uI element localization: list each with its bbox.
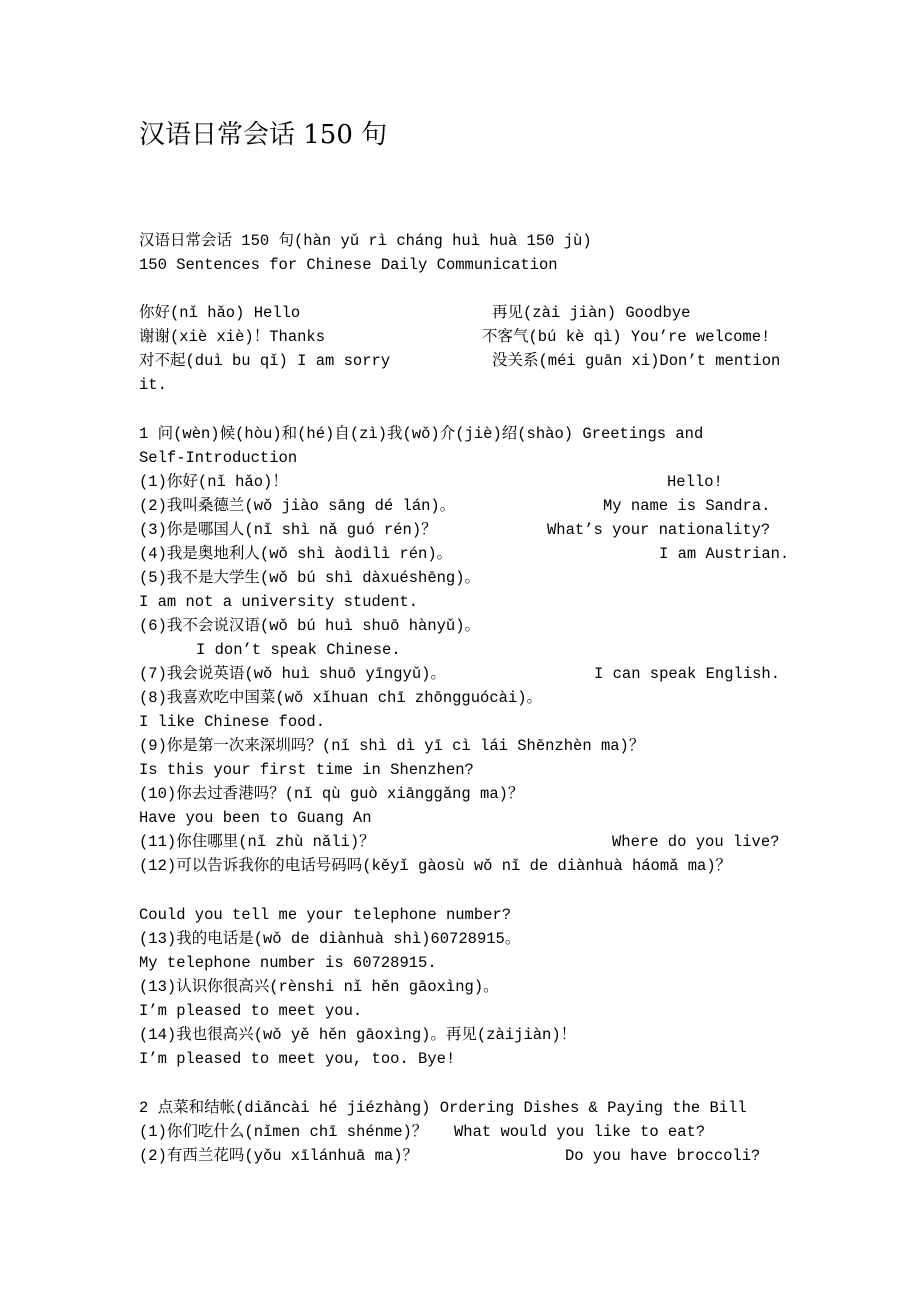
sentence-cn: (14)我也很高兴(wǒ yě hěn gāoxìng)。再见(zàijiàn)！ <box>139 1026 577 1044</box>
sentence-cn: (3)你是哪国人(nǐ shì nǎ guó rén)？ <box>139 521 437 539</box>
sentence-cn: (1)你们吃什么(nǐmen chī shénme)？ <box>139 1123 428 1141</box>
sentence-en: Could you tell me your telephone number? <box>139 906 512 924</box>
sentence-cn: (7)我会说英语(wǒ huì shuō yīngyǔ)。 <box>139 665 446 683</box>
sentence-cn: (9)你是第一次来深圳吗？(nǐ shì dì yī cì lái Shēnzhèn ma)？ <box>139 737 645 755</box>
sentence-en: I can speak English. <box>594 665 781 683</box>
sentence-en: I like Chinese food. <box>139 713 326 731</box>
section-heading: 1 问(wèn)候(hòu)和(hé)自(zì)我(wǒ)介(jiè)绍(shào) Greetings and <box>139 425 704 443</box>
sentence-en: I’m pleased to meet you. <box>139 1002 363 1020</box>
intro-line-en: 150 Sentences for Chinese Daily Communication <box>139 256 558 274</box>
sentence-cn: (12)可以告诉我你的电话号码吗(kěyǐ gàosù wǒ nǐ de diànhuà háomǎ ma)？ <box>139 857 732 875</box>
sentence-cn: (2)有西兰花吗(yǒu xīlánhuā ma)？ <box>139 1147 419 1165</box>
sentence-en: I’m pleased to meet you, too. Bye! <box>139 1050 456 1068</box>
sentence-cn: (10)你去过香港吗？(nǐ qù guò xiānggǎng ma)？ <box>139 785 524 803</box>
sentence-en: I am Austrian. <box>659 545 790 563</box>
page-title: 汉语日常会话 150 句 <box>139 120 388 150</box>
basic-phrase-right: 不客气(bú kè qì) You’re welcome! <box>482 328 771 346</box>
sentence-en: My name is Sandra. <box>603 497 771 515</box>
sentence-en: What’s your nationality? <box>547 521 771 539</box>
sentence-en: Do you have broccoli? <box>565 1147 761 1165</box>
sentence-en: Where do you live? <box>612 833 780 851</box>
sentence-en: What would you like to eat? <box>454 1123 706 1141</box>
sentence-cn: (8)我喜欢吃中国菜(wǒ xǐhuan chī zhōngguócài)。 <box>139 689 543 707</box>
sentence-cn: (4)我是奥地利人(wǒ shì àodìlì rén)。 <box>139 545 453 563</box>
sentence-en: Is this your first time in Shenzhen? <box>139 761 474 779</box>
basic-phrase-right: 没关系(méi guān xi)Don’t mention <box>492 352 781 370</box>
basic-phrase-right: 再见(zài jiàn) Goodbye <box>492 304 691 322</box>
basic-phrase-left: 谢谢(xiè xiè)！Thanks <box>139 328 326 346</box>
sentence-cn: (13)我的电话是(wǒ de diànhuà shì)60728915。 <box>139 930 521 948</box>
intro-line-cn: 汉语日常会话 150 句(hàn yǔ rì cháng huì huà 150 jù) <box>139 232 592 250</box>
sentence-cn: (1)你好(nǐ hǎo)！ <box>139 473 288 491</box>
sentence-cn: (2)我叫桑德兰(wǒ jiào sāng dé lán)。 <box>139 497 456 515</box>
sentence-en: I don’t speak Chinese. <box>196 641 401 659</box>
sentence-en: My telephone number is 60728915. <box>139 954 437 972</box>
sentence-cn: (11)你住哪里(nǐ zhù nǎli)？ <box>139 833 375 851</box>
sentence-en: Hello! <box>667 473 723 491</box>
sentence-cn: (6)我不会说汉语(wǒ bú huì shuō hànyǔ)。 <box>139 617 481 635</box>
section-heading: 2 点菜和结帐(diǎncài hé jiézhàng) Ordering Dishes & Paying the Bill <box>139 1099 747 1117</box>
basic-phrase-left: 你好(nǐ hǎo) Hello <box>139 304 301 322</box>
sentence-cn: (13)认识你很高兴(rènshi nǐ hěn gāoxìng)。 <box>139 978 499 996</box>
section-heading-cont: Self-Introduction <box>139 449 298 467</box>
basic-phrase-left: 对不起(duì bu qǐ) I am sorry <box>139 352 391 370</box>
sentence-cn: (5)我不是大学生(wǒ bú shì dàxuéshēng)。 <box>139 569 481 587</box>
sentence-en: Have you been to Guang An <box>139 809 372 827</box>
basic-phrase-wrap: it. <box>139 376 167 394</box>
sentence-en: I am not a university student. <box>139 593 419 611</box>
